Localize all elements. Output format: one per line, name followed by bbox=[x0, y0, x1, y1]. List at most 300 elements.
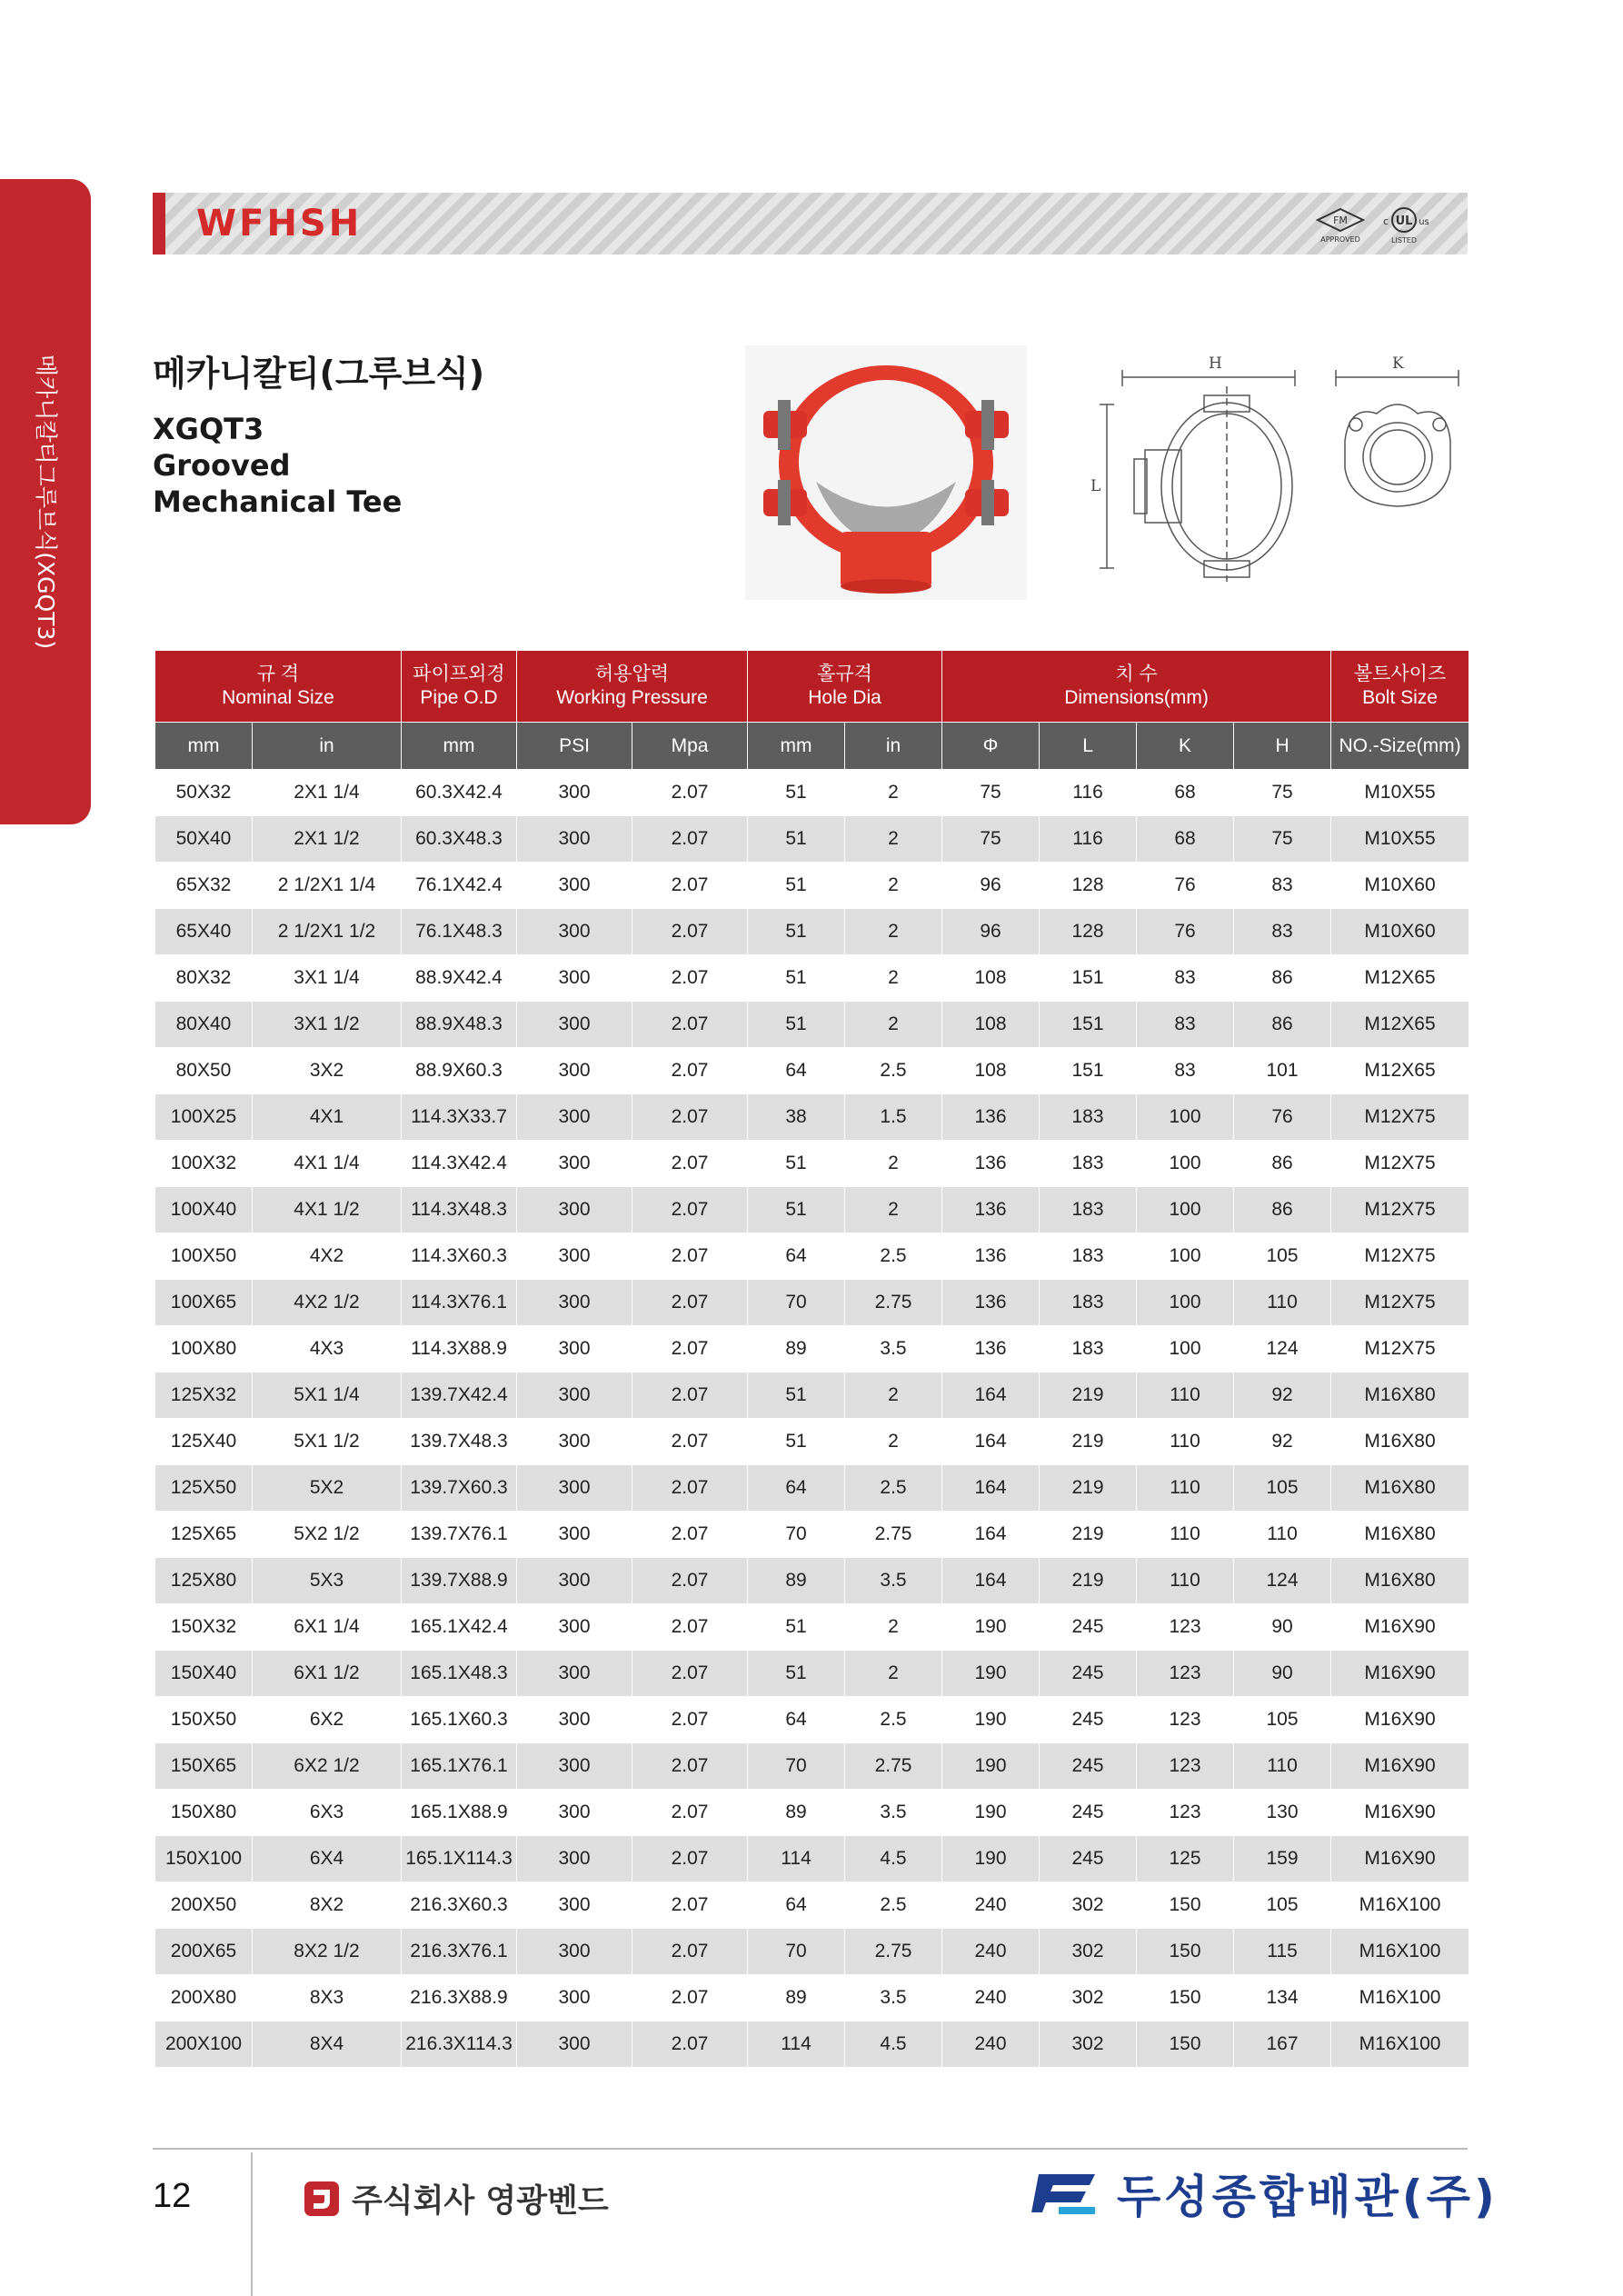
table-cell: 190 bbox=[942, 1790, 1040, 1836]
table-cell: 151 bbox=[1040, 1002, 1137, 1048]
table-cell: 114.3X48.3 bbox=[402, 1187, 517, 1233]
table-cell: 190 bbox=[942, 1697, 1040, 1743]
table-cell: 80X40 bbox=[155, 1002, 253, 1048]
table-cell: 83 bbox=[1234, 909, 1331, 955]
table-cell: 89 bbox=[748, 1558, 845, 1604]
table-cell: 51 bbox=[748, 955, 845, 1002]
table-cell: 2.07 bbox=[632, 909, 748, 955]
table-cell: 100 bbox=[1137, 1187, 1234, 1233]
table-cell: 70 bbox=[748, 1743, 845, 1790]
table-cell: 219 bbox=[1040, 1512, 1137, 1558]
table-cell: 2.5 bbox=[845, 1697, 942, 1743]
table-cell: 75 bbox=[1234, 770, 1331, 816]
table-cell: 3.5 bbox=[845, 1975, 942, 2021]
table-cell: 4X1 1/4 bbox=[253, 1141, 402, 1187]
table-cell: 108 bbox=[942, 955, 1040, 1002]
table-cell: 110 bbox=[1137, 1558, 1234, 1604]
table-cell: 130 bbox=[1234, 1790, 1331, 1836]
table-cell: 90 bbox=[1234, 1651, 1331, 1697]
table-row bbox=[155, 1558, 1469, 1604]
table-cell: M12X75 bbox=[1331, 1233, 1469, 1280]
table-cell: M16X90 bbox=[1331, 1697, 1469, 1743]
product-model: XGQT3 bbox=[153, 412, 264, 446]
table-cell: 139.7X60.3 bbox=[402, 1465, 517, 1512]
table-cell: 80X32 bbox=[155, 955, 253, 1002]
table-cell: 64 bbox=[748, 1233, 845, 1280]
table-cell: 300 bbox=[517, 1233, 632, 1280]
table-cell: 300 bbox=[517, 1790, 632, 1836]
table-cell: 190 bbox=[942, 1604, 1040, 1651]
table-row bbox=[155, 1233, 1469, 1280]
table-cell: 114.3X76.1 bbox=[402, 1280, 517, 1326]
table-cell: 4X2 1/2 bbox=[253, 1280, 402, 1326]
sub-header-cell: mm bbox=[155, 723, 253, 770]
table-cell: 125X32 bbox=[155, 1373, 253, 1419]
table-cell: 302 bbox=[1040, 1882, 1137, 1929]
table-cell: 123 bbox=[1137, 1604, 1234, 1651]
company-right bbox=[1031, 2161, 1499, 2225]
table-cell: 165.1X76.1 bbox=[402, 1743, 517, 1790]
table-cell: 80X50 bbox=[155, 1048, 253, 1094]
table-cell: 300 bbox=[517, 1929, 632, 1975]
table-cell: M16X100 bbox=[1331, 2021, 1469, 2068]
table-cell: 300 bbox=[517, 1048, 632, 1094]
table-cell: 4X1 1/2 bbox=[253, 1187, 402, 1233]
table-cell: 116 bbox=[1040, 770, 1137, 816]
table-cell: 76.1X48.3 bbox=[402, 909, 517, 955]
table-cell: 110 bbox=[1234, 1512, 1331, 1558]
table-cell: 96 bbox=[942, 863, 1040, 909]
table-cell: 139.7X76.1 bbox=[402, 1512, 517, 1558]
table-cell: 100 bbox=[1137, 1141, 1234, 1187]
table-cell: 219 bbox=[1040, 1465, 1137, 1512]
table-cell: 6X2 1/2 bbox=[253, 1743, 402, 1790]
table-cell: 5X1 1/2 bbox=[253, 1419, 402, 1465]
table-cell: 151 bbox=[1040, 1048, 1137, 1094]
table-cell: 125X40 bbox=[155, 1419, 253, 1465]
table-cell: 114 bbox=[748, 1836, 845, 1882]
svg-text:c: c bbox=[1382, 215, 1389, 227]
table-cell: 150X50 bbox=[155, 1697, 253, 1743]
table-cell: 64 bbox=[748, 1697, 845, 1743]
table-cell: 88.9X48.3 bbox=[402, 1002, 517, 1048]
table-cell: 150 bbox=[1137, 1929, 1234, 1975]
table-cell: M16X90 bbox=[1331, 1651, 1469, 1697]
table-body bbox=[155, 770, 1469, 2068]
table-row bbox=[155, 1048, 1469, 1094]
table-row bbox=[155, 1187, 1469, 1233]
table-cell: 183 bbox=[1040, 1141, 1137, 1187]
table-cell: 240 bbox=[942, 1882, 1040, 1929]
table-cell: 51 bbox=[748, 1141, 845, 1187]
table-cell: 110 bbox=[1137, 1512, 1234, 1558]
svg-text:LISTED: LISTED bbox=[1391, 236, 1417, 245]
table-cell: 136 bbox=[942, 1280, 1040, 1326]
table-cell: 100 bbox=[1137, 1233, 1234, 1280]
sub-header-cell: PSI bbox=[517, 723, 632, 770]
table-row bbox=[155, 1141, 1469, 1187]
table-cell: 60.3X42.4 bbox=[402, 770, 517, 816]
table-group-header-row bbox=[155, 651, 1469, 723]
table-cell: 2 bbox=[845, 1373, 942, 1419]
table-cell: M10X60 bbox=[1331, 909, 1469, 955]
table-cell: 70 bbox=[748, 1512, 845, 1558]
table-cell: 108 bbox=[942, 1048, 1040, 1094]
table-cell: 136 bbox=[942, 1141, 1040, 1187]
table-cell: 2X1 1/2 bbox=[253, 816, 402, 863]
table-cell: 190 bbox=[942, 1836, 1040, 1882]
table-cell: M12X65 bbox=[1331, 1048, 1469, 1094]
table-row bbox=[155, 909, 1469, 955]
table-cell: 216.3X76.1 bbox=[402, 1929, 517, 1975]
table-cell: 114.3X88.9 bbox=[402, 1326, 517, 1373]
table-cell: 64 bbox=[748, 1048, 845, 1094]
table-cell: M16X90 bbox=[1331, 1836, 1469, 1882]
table-sub-header-row bbox=[155, 723, 1469, 770]
table-cell: 150 bbox=[1137, 2021, 1234, 2068]
table-cell: 4X2 bbox=[253, 1233, 402, 1280]
table-cell: 165.1X114.3 bbox=[402, 1836, 517, 1882]
table-cell: 245 bbox=[1040, 1651, 1137, 1697]
table-cell: 105 bbox=[1234, 1233, 1331, 1280]
table-cell: 136 bbox=[942, 1094, 1040, 1141]
table-cell: 4X3 bbox=[253, 1326, 402, 1373]
table-cell: 216.3X88.9 bbox=[402, 1975, 517, 2021]
table-cell: 2.07 bbox=[632, 1558, 748, 1604]
table-cell: 2 bbox=[845, 1187, 942, 1233]
table-row bbox=[155, 1975, 1469, 2021]
table-cell: 105 bbox=[1234, 1465, 1331, 1512]
table-cell: 123 bbox=[1137, 1697, 1234, 1743]
table-cell: 300 bbox=[517, 2021, 632, 2068]
table-cell: 300 bbox=[517, 1280, 632, 1326]
table-cell: 75 bbox=[1234, 816, 1331, 863]
table-row bbox=[155, 1604, 1469, 1651]
table-cell: 300 bbox=[517, 1512, 632, 1558]
table-cell: M12X75 bbox=[1331, 1326, 1469, 1373]
table-cell: 200X80 bbox=[155, 1975, 253, 2021]
table-cell: 1.5 bbox=[845, 1094, 942, 1141]
table-cell: 5X2 1/2 bbox=[253, 1512, 402, 1558]
table-cell: 100X50 bbox=[155, 1233, 253, 1280]
table-cell: 100X65 bbox=[155, 1280, 253, 1326]
sub-header-cell: mm bbox=[402, 723, 517, 770]
dimension-drawing bbox=[1090, 350, 1472, 586]
table-cell: 125X80 bbox=[155, 1558, 253, 1604]
table-cell: 123 bbox=[1137, 1651, 1234, 1697]
table-cell: 110 bbox=[1137, 1465, 1234, 1512]
table-cell: 128 bbox=[1040, 909, 1137, 955]
table-cell: 100 bbox=[1137, 1094, 1234, 1141]
table-cell: 110 bbox=[1137, 1373, 1234, 1419]
table-cell: 164 bbox=[942, 1558, 1040, 1604]
table-cell: 123 bbox=[1137, 1743, 1234, 1790]
table-cell: 92 bbox=[1234, 1373, 1331, 1419]
table-cell: 4.5 bbox=[845, 1836, 942, 1882]
header-pipe-od: 파이프외경 Pipe O.D bbox=[402, 651, 517, 723]
table-cell: 164 bbox=[942, 1419, 1040, 1465]
table-cell: 2.07 bbox=[632, 1094, 748, 1141]
table-cell: 2.07 bbox=[632, 1465, 748, 1512]
table-cell: M16X80 bbox=[1331, 1558, 1469, 1604]
table-cell: 70 bbox=[748, 1280, 845, 1326]
table-cell: M12X65 bbox=[1331, 955, 1469, 1002]
table-row bbox=[155, 1280, 1469, 1326]
product-title-korean: 메카니칼티(그루브식) bbox=[153, 354, 485, 394]
table-cell: 6X1 1/4 bbox=[253, 1604, 402, 1651]
table-cell: 300 bbox=[517, 1373, 632, 1419]
table-cell: 51 bbox=[748, 770, 845, 816]
table-cell: 51 bbox=[748, 816, 845, 863]
table-cell: 245 bbox=[1040, 1836, 1137, 1882]
table-cell: 114.3X60.3 bbox=[402, 1233, 517, 1280]
table-cell: 114 bbox=[748, 2021, 845, 2068]
table-cell: M12X75 bbox=[1331, 1141, 1469, 1187]
table-cell: 219 bbox=[1040, 1419, 1137, 1465]
table-cell: 151 bbox=[1040, 955, 1137, 1002]
table-cell: 5X2 bbox=[253, 1465, 402, 1512]
table-cell: 3.5 bbox=[845, 1790, 942, 1836]
sub-header-cell: Φ bbox=[942, 723, 1040, 770]
table-cell: 216.3X60.3 bbox=[402, 1882, 517, 1929]
table-cell: 2.07 bbox=[632, 1836, 748, 1882]
table-cell: 83 bbox=[1137, 1048, 1234, 1094]
table-cell: 2.07 bbox=[632, 1975, 748, 2021]
table-cell: 2 bbox=[845, 816, 942, 863]
table-cell: 88.9X42.4 bbox=[402, 955, 517, 1002]
table-row bbox=[155, 1002, 1469, 1048]
table-cell: 125 bbox=[1137, 1836, 1234, 1882]
table-cell: 8X3 bbox=[253, 1975, 402, 2021]
product-name-line1: Grooved bbox=[153, 448, 291, 483]
table-cell: 105 bbox=[1234, 1882, 1331, 1929]
table-cell: 6X2 bbox=[253, 1697, 402, 1743]
table-cell: 300 bbox=[517, 1975, 632, 2021]
table-cell: 2 1/2X1 1/2 bbox=[253, 909, 402, 955]
svg-text:us: us bbox=[1419, 217, 1429, 227]
table-cell: 100 bbox=[1137, 1326, 1234, 1373]
table-row bbox=[155, 863, 1469, 909]
table-cell: 300 bbox=[517, 909, 632, 955]
table-cell: 167 bbox=[1234, 2021, 1331, 2068]
table-cell: 68 bbox=[1137, 770, 1234, 816]
table-row bbox=[155, 1326, 1469, 1373]
brand-logo: WFHSH bbox=[196, 203, 363, 245]
table-cell: 165.1X42.4 bbox=[402, 1604, 517, 1651]
table-cell: M12X75 bbox=[1331, 1094, 1469, 1141]
table-cell: 8X2 1/2 bbox=[253, 1929, 402, 1975]
table-cell: 2.07 bbox=[632, 1141, 748, 1187]
table-cell: 165.1X60.3 bbox=[402, 1697, 517, 1743]
table-cell: M16X90 bbox=[1331, 1743, 1469, 1790]
table-cell: 300 bbox=[517, 863, 632, 909]
table-cell: 38 bbox=[748, 1094, 845, 1141]
sub-header-cell: L bbox=[1040, 723, 1137, 770]
table-cell: 100X25 bbox=[155, 1094, 253, 1141]
table-cell: 183 bbox=[1040, 1280, 1137, 1326]
table-cell: 51 bbox=[748, 1651, 845, 1697]
table-cell: M16X80 bbox=[1331, 1373, 1469, 1419]
table-cell: 2.5 bbox=[845, 1048, 942, 1094]
sub-header-cell: in bbox=[845, 723, 942, 770]
drawing-label-l: L bbox=[1090, 477, 1101, 495]
table-cell: 114.3X42.4 bbox=[402, 1141, 517, 1187]
table-cell: 3.5 bbox=[845, 1558, 942, 1604]
table-cell: 134 bbox=[1234, 1975, 1331, 2021]
table-row bbox=[155, 1743, 1469, 1790]
table-cell: 2.5 bbox=[845, 1465, 942, 1512]
table-cell: 86 bbox=[1234, 1141, 1331, 1187]
side-tab-label: 메카니칼티그루브식(XGQT3) bbox=[33, 354, 59, 650]
table-cell: 3X1 1/4 bbox=[253, 955, 402, 1002]
table-cell: 100X32 bbox=[155, 1141, 253, 1187]
table-cell: 86 bbox=[1234, 955, 1331, 1002]
table-cell: 139.7X88.9 bbox=[402, 1558, 517, 1604]
table-cell: 2 bbox=[845, 863, 942, 909]
table-cell: 150X40 bbox=[155, 1651, 253, 1697]
product-name-line2: Mechanical Tee bbox=[153, 484, 403, 519]
table-cell: 8X2 bbox=[253, 1882, 402, 1929]
table-cell: 183 bbox=[1040, 1094, 1137, 1141]
table-cell: 300 bbox=[517, 1604, 632, 1651]
table-cell: 2.07 bbox=[632, 863, 748, 909]
table-cell: 2.75 bbox=[845, 1929, 942, 1975]
doosung-logo-icon bbox=[1031, 2167, 1100, 2220]
table-cell: 300 bbox=[517, 1697, 632, 1743]
table-cell: 183 bbox=[1040, 1233, 1137, 1280]
table-cell: 86 bbox=[1234, 1187, 1331, 1233]
table-row bbox=[155, 770, 1469, 816]
ul-listed-icon bbox=[1383, 208, 1429, 245]
table-cell: 183 bbox=[1040, 1326, 1137, 1373]
table-cell: 75 bbox=[942, 770, 1040, 816]
table-cell: 2.07 bbox=[632, 1604, 748, 1651]
table-row bbox=[155, 1465, 1469, 1512]
table-cell: 4X1 bbox=[253, 1094, 402, 1141]
table-row bbox=[155, 1882, 1469, 1929]
table-cell: 300 bbox=[517, 955, 632, 1002]
table-cell: 136 bbox=[942, 1233, 1040, 1280]
table-cell: 300 bbox=[517, 1882, 632, 1929]
table-cell: 2.07 bbox=[632, 1512, 748, 1558]
brand-bar-accent bbox=[153, 193, 165, 255]
table-cell: 2.07 bbox=[632, 1373, 748, 1419]
table-cell: 300 bbox=[517, 1651, 632, 1697]
table-cell: 100 bbox=[1137, 1280, 1234, 1326]
table-row bbox=[155, 1790, 1469, 1836]
footer-vertical-divider bbox=[251, 2152, 253, 2296]
table-cell: 2.5 bbox=[845, 1882, 942, 1929]
table-row bbox=[155, 1697, 1469, 1743]
product-photo bbox=[745, 345, 1027, 600]
sub-header-cell: mm bbox=[748, 723, 845, 770]
table-cell: 123 bbox=[1137, 1790, 1234, 1836]
table-cell: 164 bbox=[942, 1512, 1040, 1558]
youngkwang-logo-icon bbox=[304, 2181, 339, 2216]
footer-divider-line bbox=[153, 2148, 1468, 2150]
table-cell: 190 bbox=[942, 1743, 1040, 1790]
table-cell: M16X80 bbox=[1331, 1465, 1469, 1512]
table-cell: M10X55 bbox=[1331, 816, 1469, 863]
table-cell: 150X80 bbox=[155, 1790, 253, 1836]
table-cell: 50X32 bbox=[155, 770, 253, 816]
table-cell: 2 bbox=[845, 909, 942, 955]
table-cell: 60.3X48.3 bbox=[402, 816, 517, 863]
table-cell: 76 bbox=[1234, 1094, 1331, 1141]
table-cell: 51 bbox=[748, 863, 845, 909]
svg-text:UL: UL bbox=[1395, 215, 1413, 228]
table-cell: 164 bbox=[942, 1465, 1040, 1512]
table-cell: 2.07 bbox=[632, 1280, 748, 1326]
table-cell: 2 bbox=[845, 1651, 942, 1697]
table-cell: 300 bbox=[517, 1187, 632, 1233]
table-row bbox=[155, 1512, 1469, 1558]
table-cell: 150 bbox=[1137, 1975, 1234, 2021]
table-cell: 124 bbox=[1234, 1326, 1331, 1373]
sub-header-cell: in bbox=[253, 723, 402, 770]
table-cell: 150X100 bbox=[155, 1836, 253, 1882]
table-cell: 108 bbox=[942, 1002, 1040, 1048]
fm-approved-icon bbox=[1318, 209, 1363, 244]
table-cell: 300 bbox=[517, 1002, 632, 1048]
table-cell: 100X40 bbox=[155, 1187, 253, 1233]
table-cell: 89 bbox=[748, 1326, 845, 1373]
table-cell: 245 bbox=[1040, 1743, 1137, 1790]
svg-text:APPROVED: APPROVED bbox=[1320, 235, 1360, 244]
table-cell: 76 bbox=[1137, 909, 1234, 955]
table-cell: 125X65 bbox=[155, 1512, 253, 1558]
table-cell: 300 bbox=[517, 1465, 632, 1512]
table-cell: 2 bbox=[845, 1419, 942, 1465]
table-cell: M10X55 bbox=[1331, 770, 1469, 816]
table-cell: 2.07 bbox=[632, 1651, 748, 1697]
table-cell: M16X90 bbox=[1331, 1790, 1469, 1836]
drawing-label-h: H bbox=[1209, 354, 1222, 373]
table-cell: M16X90 bbox=[1331, 1604, 1469, 1651]
table-cell: 245 bbox=[1040, 1604, 1137, 1651]
table-row bbox=[155, 1836, 1469, 1882]
table-cell: 216.3X114.3 bbox=[402, 2021, 517, 2068]
table-cell: 2.07 bbox=[632, 955, 748, 1002]
table-cell: 83 bbox=[1234, 863, 1331, 909]
table-row bbox=[155, 1651, 1469, 1697]
table-cell: 2.75 bbox=[845, 1743, 942, 1790]
page-number: 12 bbox=[153, 2177, 192, 2215]
table-cell: 116 bbox=[1040, 816, 1137, 863]
table-cell: 6X3 bbox=[253, 1790, 402, 1836]
table-cell: 200X65 bbox=[155, 1929, 253, 1975]
table-cell: 245 bbox=[1040, 1697, 1137, 1743]
table-cell: 2.07 bbox=[632, 1419, 748, 1465]
table-cell: 110 bbox=[1137, 1419, 1234, 1465]
table-cell: 115 bbox=[1234, 1929, 1331, 1975]
table-cell: 240 bbox=[942, 2021, 1040, 2068]
table-cell: 76.1X42.4 bbox=[402, 863, 517, 909]
table-cell: 300 bbox=[517, 816, 632, 863]
table-cell: 300 bbox=[517, 1836, 632, 1882]
table-cell: 2 bbox=[845, 1604, 942, 1651]
table-cell: 164 bbox=[942, 1373, 1040, 1419]
table-cell: 2.07 bbox=[632, 770, 748, 816]
table-cell: 89 bbox=[748, 1790, 845, 1836]
table-cell: 2.07 bbox=[632, 1002, 748, 1048]
table-cell: 2.07 bbox=[632, 1048, 748, 1094]
table-cell: 4.5 bbox=[845, 2021, 942, 2068]
table-row bbox=[155, 1094, 1469, 1141]
table-row bbox=[155, 1929, 1469, 1975]
table-cell: 136 bbox=[942, 1326, 1040, 1373]
table-cell: M16X100 bbox=[1331, 1975, 1469, 2021]
